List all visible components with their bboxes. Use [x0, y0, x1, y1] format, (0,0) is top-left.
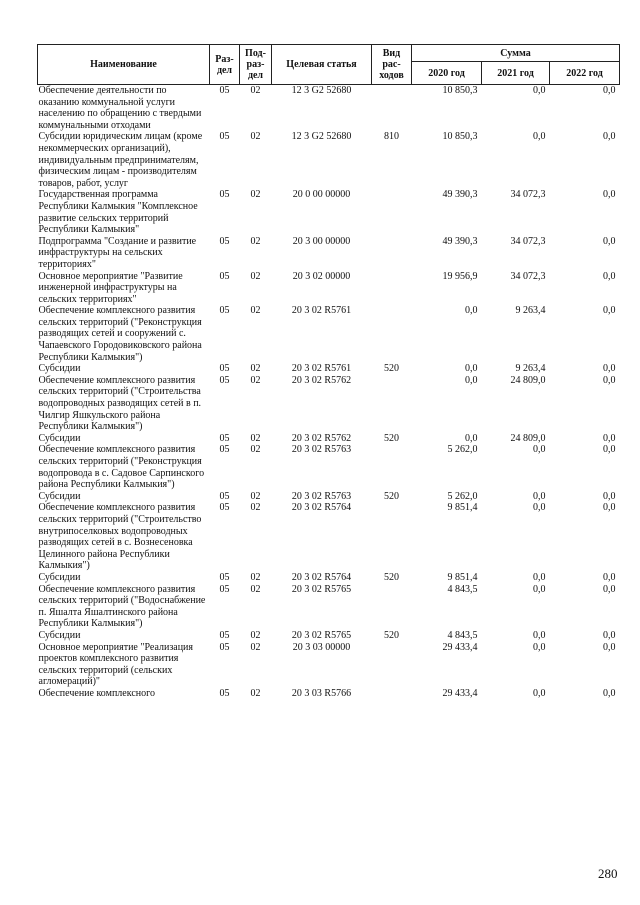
header-year-2022: 2022 год [550, 62, 620, 85]
table-row [38, 572, 620, 584]
row-sum-2021: 0,0 [533, 583, 546, 595]
row-sum-2022: 0,0 [603, 571, 616, 583]
row-sum-2021: 24 809,0 [510, 374, 546, 386]
row-section: 05 [219, 490, 230, 502]
row-sum-2020: 0,0 [465, 432, 478, 444]
document-page [37, 44, 619, 699]
row-expense [372, 502, 412, 572]
row-sum-2020: 29 433,4 [442, 687, 478, 699]
table-row [38, 85, 620, 132]
row-name: Субсидии [38, 363, 81, 375]
row-expense: 520 [384, 571, 399, 583]
row-expense [372, 584, 412, 630]
row-sum-2022: 0,0 [603, 85, 616, 96]
row-sum-2020: 19 956,9 [442, 270, 478, 282]
row-section: 05 [219, 85, 230, 96]
row-name: Обеспечение деятельности по оказанию коммунальной услуги населению по обращению с твердыми коммунальными отходами [38, 85, 202, 131]
row-subsection: 02 [250, 571, 261, 583]
row-target: 20 3 02 R5763 [291, 490, 352, 502]
row-section: 05 [219, 305, 230, 317]
row-expense [372, 189, 412, 235]
table-row [38, 630, 620, 642]
row-expense [372, 85, 412, 132]
row-subsection: 02 [250, 235, 261, 247]
row-sum-2020: 5 262,0 [447, 444, 478, 456]
row-name: Субсидии [38, 432, 81, 444]
row-sum-2021: 34 072,3 [510, 189, 546, 201]
row-sum-2021: 24 809,0 [510, 432, 546, 444]
row-name: Обеспечение комплексного развития сельских территорий ("Реконструкция разводящих сетей и сооружений с. Чапаевского Городовиковского района Республики Калмыкия") [38, 305, 202, 363]
table-row [38, 305, 620, 363]
row-expense: 520 [384, 363, 399, 375]
row-section: 05 [219, 432, 230, 444]
row-expense [372, 271, 412, 306]
row-subsection: 02 [250, 131, 261, 143]
row-sum-2020: 0,0 [465, 363, 478, 375]
row-name: Подпрограмма "Создание и развитие инфраструктуры на сельских территориях" [38, 235, 197, 270]
table-row [38, 131, 620, 189]
row-section: 05 [219, 363, 230, 375]
row-subsection: 02 [250, 583, 261, 595]
row-name: Основное мероприятие "Реализация проектов комплексного развития сельских территорий (сельских агломераций)" [38, 641, 194, 688]
row-subsection: 02 [250, 502, 261, 514]
row-name: Субсидии [38, 629, 81, 641]
row-sum-2020: 0,0 [465, 374, 478, 386]
row-expense [372, 444, 412, 490]
row-sum-2020: 49 390,3 [442, 189, 478, 201]
row-sum-2021: 34 072,3 [510, 270, 546, 282]
table-body [38, 85, 620, 700]
row-subsection: 02 [250, 490, 261, 502]
row-sum-2021: 0,0 [533, 571, 546, 583]
row-sum-2020: 4 843,5 [447, 583, 478, 595]
row-section: 05 [219, 131, 230, 143]
row-expense: 810 [384, 131, 399, 143]
row-sum-2020: 9 851,4 [447, 502, 478, 514]
row-sum-2021: 0,0 [533, 502, 546, 514]
table-row [38, 502, 620, 572]
table-row [38, 584, 620, 630]
header-name: Наименование [38, 45, 210, 85]
row-target: 20 3 03 00000 [292, 641, 351, 653]
row-sum-2021: 0,0 [533, 85, 546, 96]
row-expense [372, 688, 412, 700]
row-expense [372, 375, 412, 433]
row-sum-2021: 0,0 [533, 131, 546, 143]
row-target: 20 3 03 R5766 [291, 687, 352, 699]
header-sum: Сумма [412, 45, 620, 62]
table-row [38, 688, 620, 700]
table-row [38, 444, 620, 490]
row-name: Субсидии [38, 490, 81, 502]
row-target: 20 3 02 R5764 [291, 502, 352, 514]
row-subsection: 02 [250, 629, 261, 641]
header-target: Целевая статья [272, 45, 372, 85]
header-year-2020: 2020 год [412, 62, 482, 85]
row-sum-2022: 0,0 [603, 270, 616, 282]
budget-table [37, 44, 620, 699]
row-name: Обеспечение комплексного развития сельских территорий ("Водоснабжение п. Яшалта Яшалтинского района Республики Калмыкия") [38, 583, 206, 630]
row-sum-2022: 0,0 [603, 490, 616, 502]
row-sum-2022: 0,0 [603, 374, 616, 386]
row-section: 05 [219, 189, 230, 201]
row-name: Обеспечение комплексного развития сельских территорий ("Строительства водопроводных разводящих сетей в п. Чилгир Яшкульского района Республики Калмыкия") [38, 374, 202, 433]
row-expense [372, 236, 412, 271]
table-header [38, 45, 620, 85]
row-target: 20 3 02 R5763 [291, 444, 352, 456]
header-subsection: Под-раз-дел [240, 45, 272, 85]
header-year-2021: 2021 год [482, 62, 550, 85]
row-target: 20 3 02 R5761 [291, 305, 352, 317]
row-sum-2022: 0,0 [603, 235, 616, 247]
row-sum-2020: 5 262,0 [447, 490, 478, 502]
page-number: 280 [598, 866, 618, 881]
table-row [38, 236, 620, 271]
row-target: 20 3 00 00000 [292, 235, 351, 247]
row-sum-2022: 0,0 [603, 131, 616, 143]
row-subsection: 02 [250, 363, 261, 375]
row-expense: 520 [384, 490, 399, 502]
row-sum-2021: 9 263,4 [515, 363, 546, 375]
row-section: 05 [219, 374, 230, 386]
row-sum-2022: 0,0 [603, 363, 616, 375]
row-subsection: 02 [250, 189, 261, 201]
row-sum-2021: 0,0 [533, 490, 546, 502]
row-section: 05 [219, 641, 230, 653]
row-name: Обеспечение комплексного [38, 687, 155, 699]
row-sum-2021: 0,0 [533, 687, 546, 699]
row-sum-2020: 10 850,3 [442, 85, 478, 96]
row-target: 12 3 G2 52680 [291, 131, 352, 143]
row-target: 20 0 00 00000 [292, 189, 351, 201]
row-name: Субсидии юридическим лицам (кроме некоммерческих организаций), индивидуальным предпринимателям, физическим лицам - производителям товаров, работ, услуг [38, 131, 203, 189]
row-subsection: 02 [250, 270, 261, 282]
row-section: 05 [219, 502, 230, 514]
row-sum-2020: 0,0 [465, 305, 478, 317]
row-sum-2022: 0,0 [603, 502, 616, 514]
row-expense: 520 [384, 629, 399, 641]
row-name: Государственная программа Республики Калмыкия "Комплексное развитие сельских территорий Республики Калмыкия" [38, 189, 198, 236]
table-row [38, 433, 620, 445]
row-section: 05 [219, 687, 230, 699]
row-subsection: 02 [250, 305, 261, 317]
row-sum-2020: 49 390,3 [442, 235, 478, 247]
header-section: Раз-дел [210, 45, 240, 85]
row-sum-2022: 0,0 [603, 444, 616, 456]
row-sum-2022: 0,0 [603, 432, 616, 444]
table-row [38, 189, 620, 235]
row-target: 12 3 G2 52680 [291, 85, 352, 96]
row-sum-2020: 10 850,3 [442, 131, 478, 143]
row-sum-2021: 0,0 [533, 444, 546, 456]
table-row [38, 642, 620, 688]
row-target: 20 3 02 R5765 [291, 629, 352, 641]
row-name: Субсидии [38, 571, 81, 583]
row-target: 20 3 02 R5762 [291, 374, 352, 386]
row-sum-2021: 0,0 [533, 641, 546, 653]
row-section: 05 [219, 571, 230, 583]
row-target: 20 3 02 00000 [292, 270, 351, 282]
row-target: 20 3 02 R5762 [291, 432, 352, 444]
row-sum-2022: 0,0 [603, 629, 616, 641]
row-target: 20 3 02 R5764 [291, 571, 352, 583]
row-subsection: 02 [250, 687, 261, 699]
row-sum-2022: 0,0 [603, 305, 616, 317]
row-subsection: 02 [250, 374, 261, 386]
row-expense [372, 305, 412, 363]
row-sum-2020: 4 843,5 [447, 629, 478, 641]
table-row [38, 491, 620, 503]
row-name: Обеспечение комплексного развития сельских территорий ("Строительство внутрипоселковых водопроводных разводящих сетей в с. Вознесеновка Целинного района Республики Калмыкия") [38, 502, 202, 572]
row-sum-2021: 34 072,3 [510, 235, 546, 247]
row-subsection: 02 [250, 85, 261, 96]
row-section: 05 [219, 444, 230, 456]
row-name: Основное мероприятие "Развитие инженерной инфраструктуры на сельских территориях" [38, 270, 183, 305]
row-subsection: 02 [250, 432, 261, 444]
row-section: 05 [219, 235, 230, 247]
row-sum-2022: 0,0 [603, 189, 616, 201]
header-expense: Вид рас-ходов [372, 45, 412, 85]
row-section: 05 [219, 583, 230, 595]
row-section: 05 [219, 629, 230, 641]
row-sum-2020: 9 851,4 [447, 571, 478, 583]
row-expense [372, 642, 412, 688]
row-target: 20 3 02 R5765 [291, 583, 352, 595]
row-target: 20 3 02 R5761 [291, 363, 352, 375]
row-subsection: 02 [250, 444, 261, 456]
row-sum-2020: 29 433,4 [442, 641, 478, 653]
row-sum-2021: 9 263,4 [515, 305, 546, 317]
table-row [38, 363, 620, 375]
row-name: Обеспечение комплексного развития сельских территорий ("Реконструкция водопровода в с. Садовое Сарпинского района Республики Калмыкия") [38, 444, 205, 491]
row-sum-2022: 0,0 [603, 641, 616, 653]
row-sum-2022: 0,0 [603, 583, 616, 595]
row-expense: 520 [384, 432, 399, 444]
table-row [38, 375, 620, 433]
table-row [38, 271, 620, 306]
row-section: 05 [219, 270, 230, 282]
row-subsection: 02 [250, 641, 261, 653]
row-sum-2021: 0,0 [533, 629, 546, 641]
row-sum-2022: 0,0 [603, 687, 616, 699]
